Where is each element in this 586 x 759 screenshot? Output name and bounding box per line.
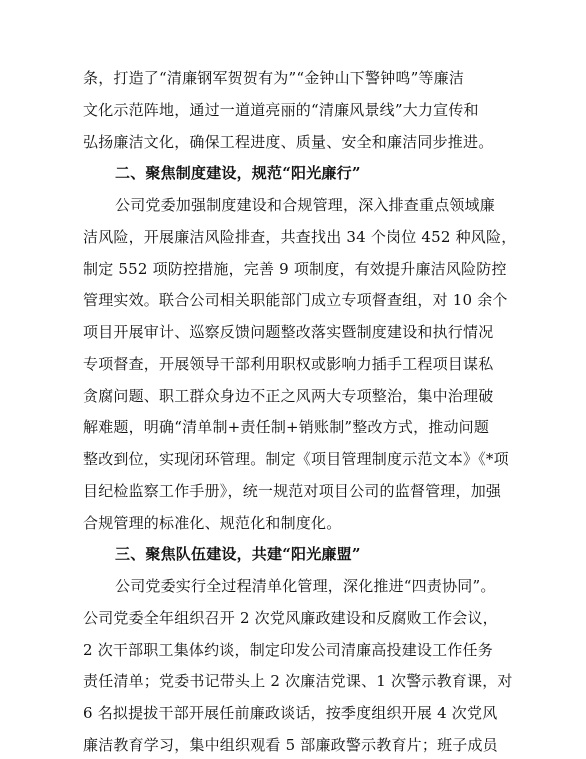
- body-text-line: 文化示范阵地，通过一道道亮丽的“清廉风景线”大力宣传和: [83, 101, 479, 119]
- body-text-line: 专项督查，开展领导干部利用职权或影响力插手工程项目谋私: [83, 355, 494, 373]
- body-text-line: 6 名拟提拔干部开展任前廉政谈话，按季度组织开展 4 次党风: [83, 704, 498, 722]
- body-text-line: 贪腐问题、职工群众身边不正之风两大专项整治，集中治理破: [83, 387, 494, 405]
- body-text-line: 公司党委加强制度建设和合规管理，深入排查重点领域廉: [115, 196, 496, 214]
- section-heading-2: 二、聚焦制度建设，规范“阳光廉行”: [115, 164, 361, 182]
- body-text-line: 目纪检监察工作手册》，统一规范对项目公司的监督管理，加强: [83, 482, 502, 500]
- body-text-line: 洁风险，开展廉洁风险排查，共查找出 34 个岗位 452 种风险，: [83, 228, 517, 246]
- body-text-line: 解难题，明确“清单制+责任制+销账制”整改方式，推动问题: [83, 418, 490, 436]
- body-text-line: 整改到位，实现闭环管理。制定《项目管理制度示范文本》《*项: [83, 450, 509, 468]
- section-heading-3: 三、聚焦队伍建设，共建“阳光廉盟”: [115, 545, 361, 563]
- body-text-line: 公司党委全年组织召开 2 次党风廉政建设和反腐败工作会议，: [83, 609, 498, 627]
- body-text-line: 管理实效。联合公司相关职能部门成立专项督查组，对 10 余个: [83, 291, 508, 309]
- body-text-line: 弘扬廉洁文化，确保工程进度、质量、安全和廉洁同步推进。: [83, 133, 494, 151]
- body-text-line: 合规管理的标准化、规范化和制度化。: [83, 514, 342, 532]
- body-text-line: 项目开展审计、巡察反馈问题整改落实暨制度建设和执行情况: [83, 323, 494, 341]
- body-text-line: 廉洁教育学习，集中组织观看 5 部廉政警示教育片；班子成员: [83, 736, 498, 754]
- body-text-line: 制定 552 项防控措施，完善 9 项制度，有效提升廉洁风险防控: [83, 260, 507, 278]
- body-text-line: 2 次干部职工集体约谈，制定印发公司清廉高投建设工作任务: [83, 641, 493, 659]
- body-text-line: 公司党委实行全过程清单化管理，深化推进“四责协同”。: [115, 577, 496, 595]
- body-text-line: 责任清单；党委书记带头上 2 次廉洁党课、1 次警示教育课，对: [83, 672, 513, 690]
- body-text-line: 条，打造了“清廉钢军贺贺有为”“金钟山下警钟鸣”等廉洁: [83, 69, 465, 87]
